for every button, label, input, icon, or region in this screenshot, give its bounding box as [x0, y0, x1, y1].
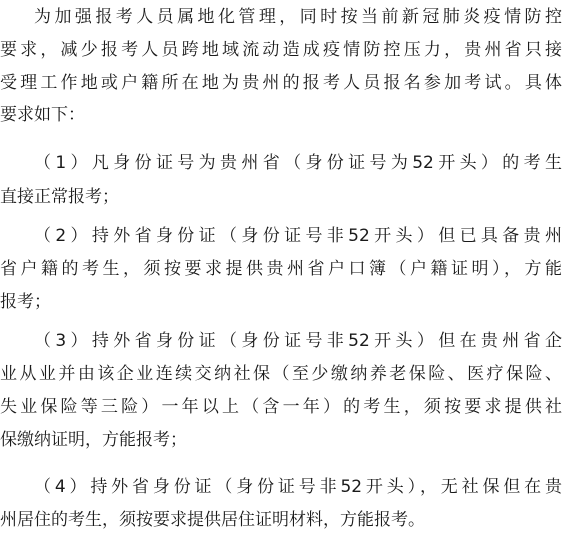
paragraph-1-line-2: 要求，减少报考人员跨地域流动造成疫情防控压力，贵州省只接 [0, 40, 562, 60]
paragraph-2-line-1: （1）凡身份证号为贵州省（身份证号为52开头）的考生 [34, 153, 562, 173]
paragraph-4-line-4: 保缴纳证明，方能报考； [0, 430, 187, 450]
paragraph-1-line-1: 为加强报考人员属地化管理，同时按当前新冠肺炎疫情防控 [34, 7, 562, 27]
paragraph-3-line-1: （2）持外省身份证（身份证号非52开头）但已具备贵州 [34, 226, 562, 246]
paragraph-2-line-2: 直接正常报考； [0, 187, 119, 207]
paragraph-5-line-1: （4）持外省身份证（身份证号非52开头），无社保但在贵 [34, 477, 562, 497]
paragraph-3-line-2: 省户籍的考生，须按要求提供贵州省户口簿（户籍证明），方能 [0, 259, 562, 279]
paragraph-1-line-3: 受理工作地或户籍所在地为贵州的报考人员报名参加考试。具体 [0, 73, 562, 93]
paragraph-4-line-3: 失业保险等三险）一年以上（含一年）的考生，须按要求提供社 [0, 397, 562, 417]
paragraph-4-line-1: （3）持外省身份证（身份证号非52开头）但在贵州省企 [34, 331, 562, 351]
paragraph-4-line-2: 业从业并由该企业连续交纳社保（至少缴纳养老保险、医疗保险、 [0, 364, 562, 384]
paragraph-3-line-3: 报考； [0, 292, 51, 312]
paragraph-1-line-4: 要求如下： [0, 105, 85, 125]
paragraph-5-line-2: 州居住的考生，须按要求提供居住证明材料，方能报考。 [0, 510, 425, 530]
